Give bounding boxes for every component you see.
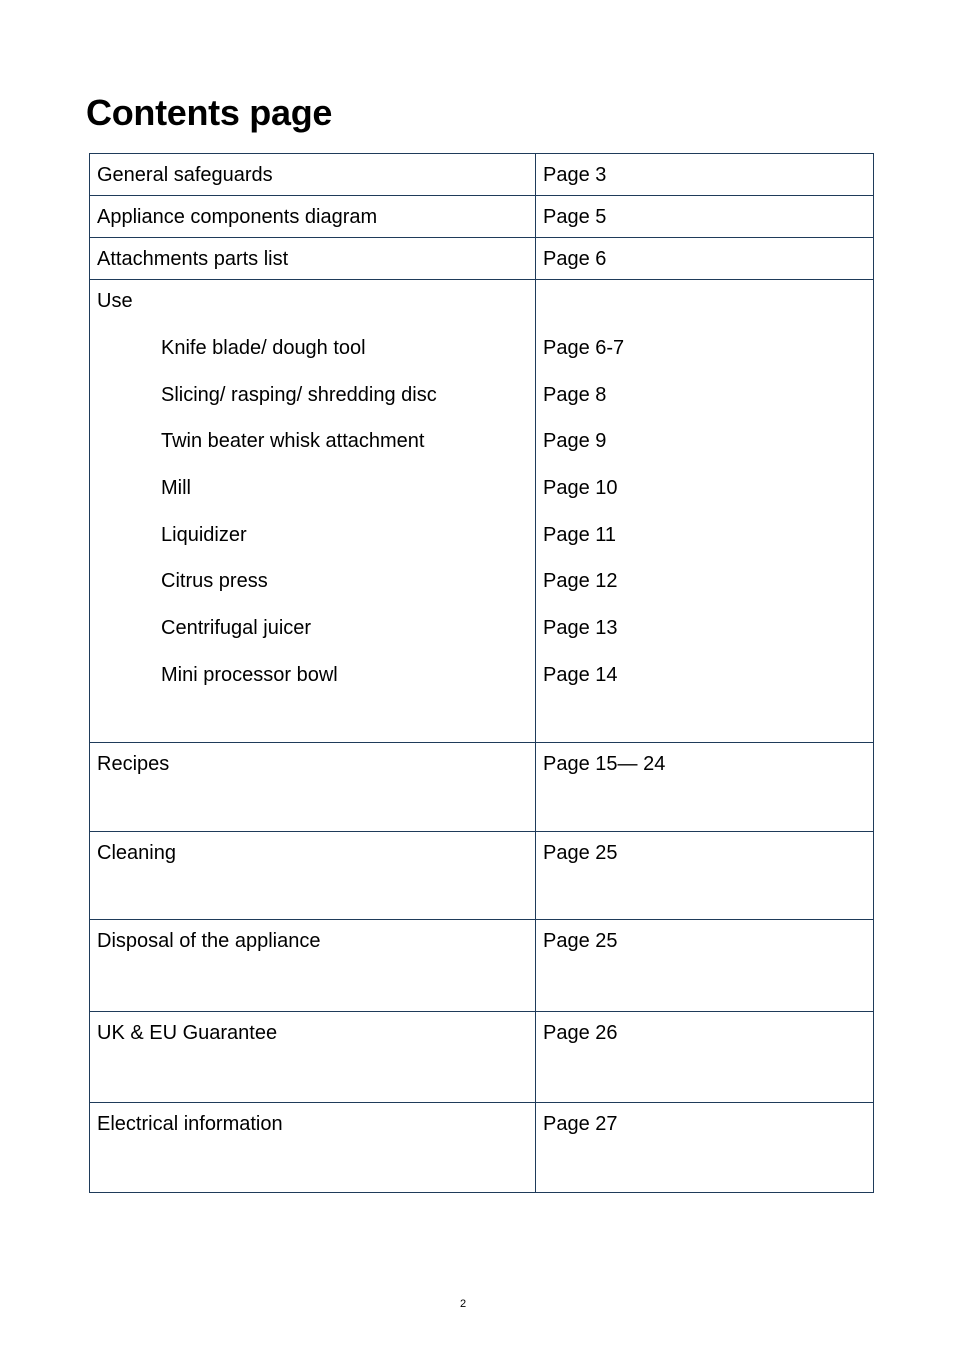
page-ref: Page 25	[543, 842, 618, 864]
page-number: 2	[459, 1298, 467, 1310]
subsection-label: Slicing/ rasping/ shredding disc	[161, 383, 437, 406]
page-ref: Page 13	[543, 617, 618, 640]
section-label: Electrical information	[97, 1113, 283, 1135]
list-item	[97, 593, 528, 640]
subsection-label: Twin beater whisk attachment	[161, 430, 425, 453]
page-cell	[536, 743, 874, 832]
list-item	[543, 453, 866, 500]
list-item	[543, 546, 866, 593]
table-row	[90, 920, 874, 1012]
page-ref: Page 25	[543, 930, 618, 952]
section-label: UK & EU Guarantee	[97, 1022, 278, 1044]
page-ref: Page 6-7	[543, 337, 625, 359]
page-ref: Page 12	[543, 570, 618, 593]
page-cell	[536, 154, 874, 196]
list-item	[97, 313, 528, 360]
page-cell	[536, 1103, 874, 1193]
section-label: Recipes	[97, 753, 170, 775]
section-cell	[90, 196, 536, 238]
page-cell	[536, 196, 874, 238]
subsection-label: Centrifugal juicer	[161, 617, 312, 640]
list-item	[543, 500, 866, 547]
section-label: General safeguards	[97, 164, 273, 186]
table-row	[90, 154, 874, 196]
list-item	[543, 313, 866, 360]
list-item	[97, 360, 528, 407]
page-cell	[536, 832, 874, 920]
use-page-list	[543, 313, 866, 687]
use-subsection-list	[97, 313, 528, 687]
table-row-use	[90, 280, 874, 743]
page-title: Contents page	[86, 92, 333, 133]
section-cell	[90, 280, 536, 743]
page-ref: Page 26	[543, 1022, 618, 1044]
contents-table	[89, 153, 874, 1193]
table-row	[90, 832, 874, 920]
page-ref: Page 9	[543, 430, 607, 453]
section-cell	[90, 154, 536, 196]
list-item	[543, 593, 866, 640]
page-ref: Page 14	[543, 663, 618, 686]
table-row	[90, 196, 874, 238]
section-cell	[90, 920, 536, 1012]
table-row	[90, 743, 874, 832]
list-item	[97, 500, 528, 547]
list-item	[97, 453, 528, 500]
page-ref: Page 6	[543, 248, 607, 270]
page-ref: Page 5	[543, 206, 607, 228]
table-row	[90, 238, 874, 280]
subsection-label: Liquidizer	[161, 523, 247, 546]
list-item	[543, 640, 866, 687]
section-cell	[90, 743, 536, 832]
section-cell	[90, 1103, 536, 1193]
page-cell	[536, 238, 874, 280]
page-ref: Page 8	[543, 383, 607, 406]
section-label: Attachments parts list	[97, 248, 289, 270]
subsection-label: Knife blade/ dough tool	[161, 337, 366, 359]
subsection-label: Mill	[161, 477, 191, 500]
page-ref: Page 3	[543, 164, 607, 186]
list-item	[543, 360, 866, 407]
section-cell	[90, 1012, 536, 1103]
page-ref: Page 27	[543, 1113, 618, 1135]
page-ref	[543, 280, 866, 313]
section-label: Appliance components diagram	[97, 206, 378, 228]
table-row	[90, 1103, 874, 1193]
page-cell	[536, 280, 874, 743]
section-label: Use	[97, 290, 133, 312]
list-item	[97, 406, 528, 453]
section-label: Disposal of the appliance	[97, 930, 321, 952]
page-cell	[536, 1012, 874, 1103]
table-row	[90, 1012, 874, 1103]
section-label: Cleaning	[97, 842, 176, 864]
subsection-label: Mini processor bowl	[161, 663, 338, 686]
subsection-label: Citrus press	[161, 570, 268, 593]
section-cell	[90, 238, 536, 280]
page-cell	[536, 920, 874, 1012]
page-ref: Page 15— 24	[543, 753, 666, 775]
list-item	[97, 640, 528, 687]
list-item	[543, 406, 866, 453]
list-item	[97, 546, 528, 593]
page-ref: Page 11	[543, 523, 617, 546]
page-ref: Page 10	[543, 477, 618, 500]
section-cell	[90, 832, 536, 920]
